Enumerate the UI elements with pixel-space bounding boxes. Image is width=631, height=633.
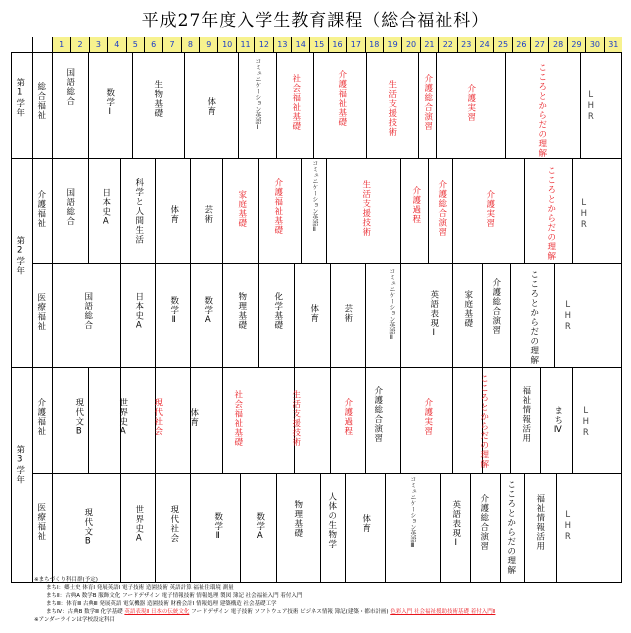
course-label: 介護福祉: [35, 190, 46, 228]
col-divider: [365, 367, 366, 473]
period-number: 3: [89, 37, 107, 53]
note-line: ※まちづくり科目群(予定): [34, 577, 98, 583]
year-label-1: 第1学年: [14, 78, 25, 118]
col-divider: [524, 473, 525, 583]
subject-cell: 数学Ⅱ: [168, 296, 179, 326]
col-divider: [132, 53, 133, 158]
col-divider: [88, 53, 89, 158]
col-divider: [258, 158, 259, 263]
col-divider: [120, 473, 121, 583]
note-line: ※アンダーラインは学校設定科目: [34, 617, 116, 623]
subject-cell: こころとからだの理解: [505, 480, 516, 575]
note-line: フードデザイン 電子技術 ソフトウェア技術 ビジネス情報 簿記(建築・都市計画): [191, 609, 389, 615]
subject-cell: 世界史A: [117, 398, 128, 438]
subject-cell: 生活支援技術: [360, 180, 371, 237]
subject-cell: 数学Ⅰ: [104, 88, 115, 118]
subject-cell: 介護総合演習: [372, 386, 383, 443]
col-divider: [320, 473, 321, 583]
col-divider: [190, 473, 191, 583]
col-divider: [365, 263, 366, 367]
col-divider: [190, 158, 191, 263]
col-divider: [554, 263, 555, 367]
subject-cell: 生活支援技術: [290, 390, 301, 447]
course-label: 医療福祉: [35, 503, 46, 541]
col-divider: [32, 37, 33, 583]
note-line: まちⅠ：郷土史 体育Ⅰ 発展英語Ⅰ 電子技術 造園技術 英語計算 福祉住環境 測量: [46, 585, 234, 591]
subject-cell: 家庭基礎: [236, 190, 247, 228]
subject-cell: 介護実習: [465, 84, 476, 122]
period-number: 20: [401, 37, 419, 53]
col-divider: [238, 53, 239, 158]
subject-cell: 数学A: [254, 512, 265, 542]
subject-cell: 体育: [188, 408, 199, 427]
period-number: 24: [475, 37, 493, 53]
subject-cell: 生活支援技術: [386, 80, 397, 137]
year-label-2: 第2学年: [14, 236, 25, 276]
page-title: 平成27年度入学生教育課程（総合福祉科）: [141, 11, 490, 31]
period-number: 15: [309, 37, 327, 53]
period-number: 28: [548, 37, 566, 53]
subject-cell: 福祉情報活用: [520, 386, 531, 443]
subject-cell: 芸術: [202, 205, 213, 224]
period-number: 27: [530, 37, 548, 53]
subject-cell: コミュニケーション英語Ⅲ: [408, 476, 416, 549]
col-divider: [120, 158, 121, 263]
period-number: 26: [512, 37, 530, 53]
subject-cell: 日本史A: [133, 292, 144, 332]
subject-cell: 現代社会: [168, 505, 179, 543]
note-line: まちⅣ：古典B 数学Ⅲ 化学基礎: [46, 609, 123, 615]
period-number: 11: [236, 37, 254, 53]
period-number: 22: [438, 37, 456, 53]
subject-cell: 化学基礎: [272, 292, 283, 330]
subject-cell: こころとからだの理解: [528, 270, 539, 365]
subject-cell: 科学と人間生活: [133, 178, 144, 245]
subject-cell: 体育: [360, 514, 371, 533]
subject-cell: 介護総合演習: [436, 180, 447, 237]
period-number: 31: [604, 37, 622, 53]
period-number: 4: [107, 37, 125, 53]
col-divider: [88, 367, 89, 473]
period-number: 10: [217, 37, 235, 53]
subject-cell: 体育: [205, 97, 216, 116]
col-divider: [556, 473, 557, 583]
col-divider: [240, 473, 241, 583]
col-divider: [580, 53, 581, 158]
subject-cell: 介護福祉基礎: [336, 70, 347, 127]
col-divider: [482, 263, 483, 367]
subject-cell: 介護過程: [342, 398, 353, 436]
subject-cell: 人体の生物学: [326, 492, 337, 549]
subject-cell: こころとからだの理解: [478, 374, 489, 469]
col-divider: [572, 158, 573, 263]
subject-cell: 介護福祉基礎: [272, 178, 283, 235]
subject-cell: 介護総合演習: [478, 494, 489, 551]
col-divider: [572, 367, 573, 473]
note-line: まちⅡ：古典A 数学B 服飾文化 フードデザイン 電子情報技術 情報処理 製図 簿記 社会福祉入門 着付入門: [46, 593, 303, 599]
col-divider: [452, 158, 453, 263]
col-divider: [313, 53, 314, 158]
footnotes: [34, 576, 495, 624]
period-number: 21: [420, 37, 438, 53]
subject-cell: 現代文B: [82, 508, 93, 548]
period-number: 13: [273, 37, 291, 53]
subject-cell: LHR: [562, 300, 573, 333]
period-number: 6: [144, 37, 162, 53]
course-label: 医療福祉: [35, 293, 46, 331]
subject-cell: 介護総合演習: [490, 278, 501, 335]
col-divider: [510, 367, 511, 473]
period-number: 2: [70, 37, 88, 53]
col-divider: [510, 263, 511, 367]
subject-cell: 世界史A: [133, 505, 144, 545]
period-number: 7: [162, 37, 180, 53]
subject-cell: LHR: [580, 406, 591, 439]
period-number: 19: [383, 37, 401, 53]
subject-cell: 国語総合: [64, 68, 75, 106]
subject-cell: 福祉情報活用: [534, 494, 545, 551]
col-divider: [330, 367, 331, 473]
col-divider: [345, 473, 346, 583]
subject-cell: 数学Ⅱ: [212, 512, 223, 542]
subject-cell: 社会福祉基礎: [290, 74, 301, 131]
col-divider: [88, 158, 89, 263]
note-underlined: 色彩入門 社会福祉援助技術基礎 着付入門Ⅱ: [390, 609, 496, 615]
col-divider: [524, 158, 525, 263]
period-number: 1: [52, 37, 70, 53]
col-divider: [155, 158, 156, 263]
col-divider: [155, 263, 156, 367]
period-number: 12: [254, 37, 272, 53]
subject-cell: 家庭基礎: [462, 290, 473, 328]
subject-cell: 英語表現Ⅰ: [428, 290, 439, 339]
subject-cell: 現代文B: [73, 398, 84, 438]
period-number: 14: [291, 37, 309, 53]
subject-cell: こころとからだの理解: [536, 63, 547, 158]
col-divider: [184, 53, 185, 158]
period-number: 18: [365, 37, 383, 53]
col-divider: [452, 367, 453, 473]
subject-cell: 物理基礎: [236, 292, 247, 330]
period-number: 25: [493, 37, 511, 53]
col-divider: [400, 367, 401, 473]
col-divider: [330, 263, 331, 367]
subject-cell: 介護実習: [484, 190, 495, 228]
subject-cell: コミュニケーション英語Ⅱ: [310, 160, 318, 233]
col-divider: [470, 473, 471, 583]
subject-cell: 介護過程: [410, 186, 421, 224]
subject-cell: LHR: [585, 90, 596, 123]
subject-cell: コミュニケーション英語Ⅱ: [387, 268, 395, 341]
note-underlined: 英語表現Ⅱ 日本の伝統文化: [124, 609, 190, 615]
period-number: 30: [585, 37, 603, 53]
course-label: 総合福祉: [35, 82, 46, 120]
col-divider: [418, 53, 419, 158]
col-divider: [190, 263, 191, 367]
subject-cell: こころとからだの理解: [545, 166, 556, 261]
subject-cell: 英語表現Ⅰ: [450, 500, 461, 549]
col-divider: [540, 367, 541, 473]
col-divider: [222, 367, 223, 473]
period-number: 17: [346, 37, 364, 53]
subject-cell: 物理基礎: [292, 500, 303, 538]
course-label: 介護福祉: [35, 398, 46, 436]
col-divider: [155, 473, 156, 583]
subject-cell: LHR: [562, 510, 573, 543]
subject-cell: 介護総合演習: [422, 74, 433, 131]
col-divider: [452, 263, 453, 367]
col-divider: [301, 158, 302, 263]
subject-cell: 体育: [308, 304, 319, 323]
subject-cell: 国語総合: [82, 292, 93, 330]
col-divider: [258, 263, 259, 367]
period-number: 23: [457, 37, 475, 53]
col-divider: [428, 158, 429, 263]
period-number: 5: [126, 37, 144, 53]
col-divider: [52, 37, 53, 583]
col-divider: [505, 53, 506, 158]
subject-cell: 体育: [168, 205, 179, 224]
subject-cell: 社会福祉基礎: [232, 390, 243, 447]
subject-cell: 介護実習: [422, 398, 433, 436]
subject-cell: 日本史A: [100, 188, 111, 228]
year-label-3: 第3学年: [14, 445, 25, 485]
col-divider: [120, 263, 121, 367]
col-divider: [326, 158, 327, 263]
period-number: 16: [328, 37, 346, 53]
col-divider: [400, 158, 401, 263]
row-divider: [11, 367, 622, 368]
col-divider: [500, 473, 501, 583]
period-number: 9: [199, 37, 217, 53]
subject-cell: 生物基礎: [152, 80, 163, 118]
note-line: まちⅢ：体育Ⅲ 古典Ⅲ 発展英語 電気機器 造園技術 財務会計Ⅰ 情報処理 建築構造 社会基礎工学: [46, 601, 277, 607]
col-divider: [276, 53, 277, 158]
subject-cell: 芸術: [342, 304, 353, 323]
subject-cell: 現代社会: [152, 398, 163, 436]
subject-cell: コミュニケーション英語Ⅰ: [253, 58, 261, 131]
col-divider: [222, 263, 223, 367]
col-divider: [366, 53, 367, 158]
col-divider: [222, 158, 223, 263]
col-divider: [294, 263, 295, 367]
subject-cell: 国語総合: [64, 188, 75, 226]
col-divider: [400, 263, 401, 367]
period-number: 8: [181, 37, 199, 53]
subject-cell: 数学A: [202, 296, 213, 326]
col-divider: [436, 53, 437, 158]
subject-cell: まちⅣ: [552, 406, 563, 436]
col-divider: [385, 473, 386, 583]
subject-cell: LHR: [578, 198, 589, 231]
col-divider: [440, 473, 441, 583]
row-divider: [11, 158, 622, 159]
period-number: 29: [567, 37, 585, 53]
col-divider: [276, 473, 277, 583]
